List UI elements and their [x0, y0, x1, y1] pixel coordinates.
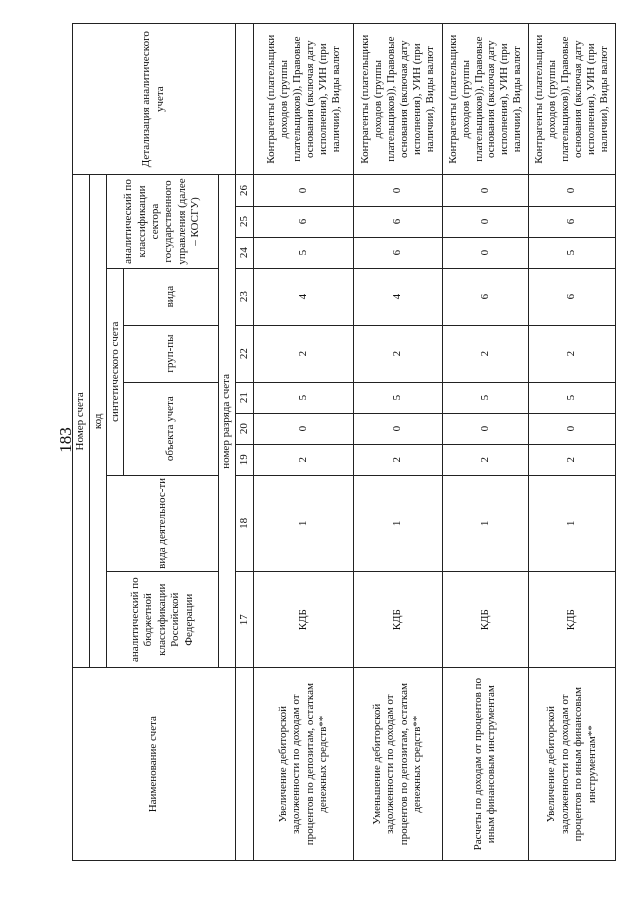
- row-account-name: Расчеты по доходам от процентов по иным финансовым инструментам: [442, 668, 529, 861]
- row-cell: 0: [254, 413, 353, 444]
- header-digit: 26: [235, 175, 254, 206]
- header-digit: 22: [235, 325, 254, 382]
- table-row: [353, 24, 442, 861]
- table-row: [529, 24, 616, 861]
- row-cell: 5: [529, 382, 616, 413]
- accounts-table-rotated: [72, 23, 616, 861]
- row-cell: 2: [442, 325, 529, 382]
- row-cell: 2: [353, 444, 442, 475]
- row-cell: 0: [353, 175, 442, 206]
- row-cell: 5: [442, 382, 529, 413]
- header-digit: 19: [235, 444, 254, 475]
- table-row: [254, 24, 353, 861]
- row-cell: 1: [254, 475, 353, 571]
- row-analytic-detail: Контрагенты (плательщики доходов (группы плательщиков)), Правовые основания (включая дату исполнения), УИН (при наличии), Виды валют: [254, 24, 353, 175]
- row-cell: КДБ: [353, 572, 442, 668]
- row-cell: 0: [442, 413, 529, 444]
- header-activity-type: вида деятельнос-ти: [107, 475, 218, 571]
- row-cell: 6: [353, 237, 442, 268]
- accounts-table: [72, 23, 616, 861]
- row-cell: 0: [529, 175, 616, 206]
- page-number: 183: [56, 427, 75, 453]
- row-cell: 6: [529, 268, 616, 325]
- row-cell: 0: [529, 413, 616, 444]
- row-account-name: Увеличение дебиторской задолженности по доходам от процентов по иным финансовым инструментам**: [529, 668, 616, 861]
- row-cell: КДБ: [529, 572, 616, 668]
- row-analytic-detail: Контрагенты (плательщики доходов (группы плательщиков)), Правовые основания (включая дату исполнения), УИН (при наличии), Виды валют: [353, 24, 442, 175]
- row-cell: КДБ: [254, 572, 353, 668]
- row-cell: 5: [353, 382, 442, 413]
- row-analytic-detail: Контрагенты (плательщики доходов (группы плательщиков)), Правовые основания (включая дату исполнения), УИН (при наличии), Виды валют: [529, 24, 616, 175]
- header-account-number: Номер счета: [73, 175, 90, 668]
- row-cell: 0: [442, 237, 529, 268]
- header-digit: 21: [235, 382, 254, 413]
- header-analytic-budget-class: аналитический по бюджетной классификации Российской Федерации: [107, 572, 218, 668]
- header-synthetic-account: синтетического счета: [107, 268, 124, 475]
- header-kind: вида: [124, 268, 218, 325]
- row-cell: 6: [529, 206, 616, 237]
- header-digit-blank: [235, 24, 254, 175]
- row-cell: 5: [529, 237, 616, 268]
- header-code: код: [90, 175, 107, 668]
- header-digit: 20: [235, 413, 254, 444]
- row-cell: 5: [254, 237, 353, 268]
- header-digit: 23: [235, 268, 254, 325]
- header-kosgu: аналитический по классификации сектора государственного управления (далее – КОСГУ): [107, 175, 218, 268]
- header-digit: 25: [235, 206, 254, 237]
- row-cell: 6: [442, 268, 529, 325]
- row-cell: 4: [353, 268, 442, 325]
- header-digit: 24: [235, 237, 254, 268]
- row-cell: 2: [529, 444, 616, 475]
- row-cell: 0: [442, 206, 529, 237]
- header-group: груп-пы: [124, 325, 218, 382]
- row-account-name: Уменьшение дебиторской задолженности по доходам от процентов по депозитам, остаткам денежных средств**: [353, 668, 442, 861]
- row-cell: 1: [353, 475, 442, 571]
- row-cell: 0: [353, 413, 442, 444]
- header-digit: 18: [235, 475, 254, 571]
- row-cell: 2: [442, 444, 529, 475]
- header-account-object: объекта учета: [124, 382, 218, 475]
- row-cell: 2: [353, 325, 442, 382]
- accounts-table-frame: [72, 23, 616, 861]
- row-cell: 5: [254, 382, 353, 413]
- row-cell: 2: [529, 325, 616, 382]
- header-account-name: Наименование счета: [73, 668, 236, 861]
- row-analytic-detail: Контрагенты (плательщики доходов (группы плательщиков)), Правовые основания (включая дату исполнения), УИН (при наличии), Виды валют: [442, 24, 529, 175]
- row-cell: 4: [254, 268, 353, 325]
- header-digit-blank: [235, 668, 254, 861]
- row-cell: 1: [529, 475, 616, 571]
- row-cell: 1: [442, 475, 529, 571]
- row-account-name: Увеличение дебиторской задолженности по доходам от процентов по депозитам, остаткам денежных средств**: [254, 668, 353, 861]
- header-digit-number: номер разряда счета: [218, 175, 235, 668]
- row-cell: 0: [254, 175, 353, 206]
- row-cell: 0: [442, 175, 529, 206]
- row-cell: 6: [353, 206, 442, 237]
- row-cell: 2: [254, 325, 353, 382]
- table-row: [442, 24, 529, 861]
- row-cell: 6: [254, 206, 353, 237]
- header-digit: 17: [235, 572, 254, 668]
- row-cell: КДБ: [442, 572, 529, 668]
- header-analytic-detail: Детализация аналитического учета: [73, 24, 236, 175]
- row-cell: 2: [254, 444, 353, 475]
